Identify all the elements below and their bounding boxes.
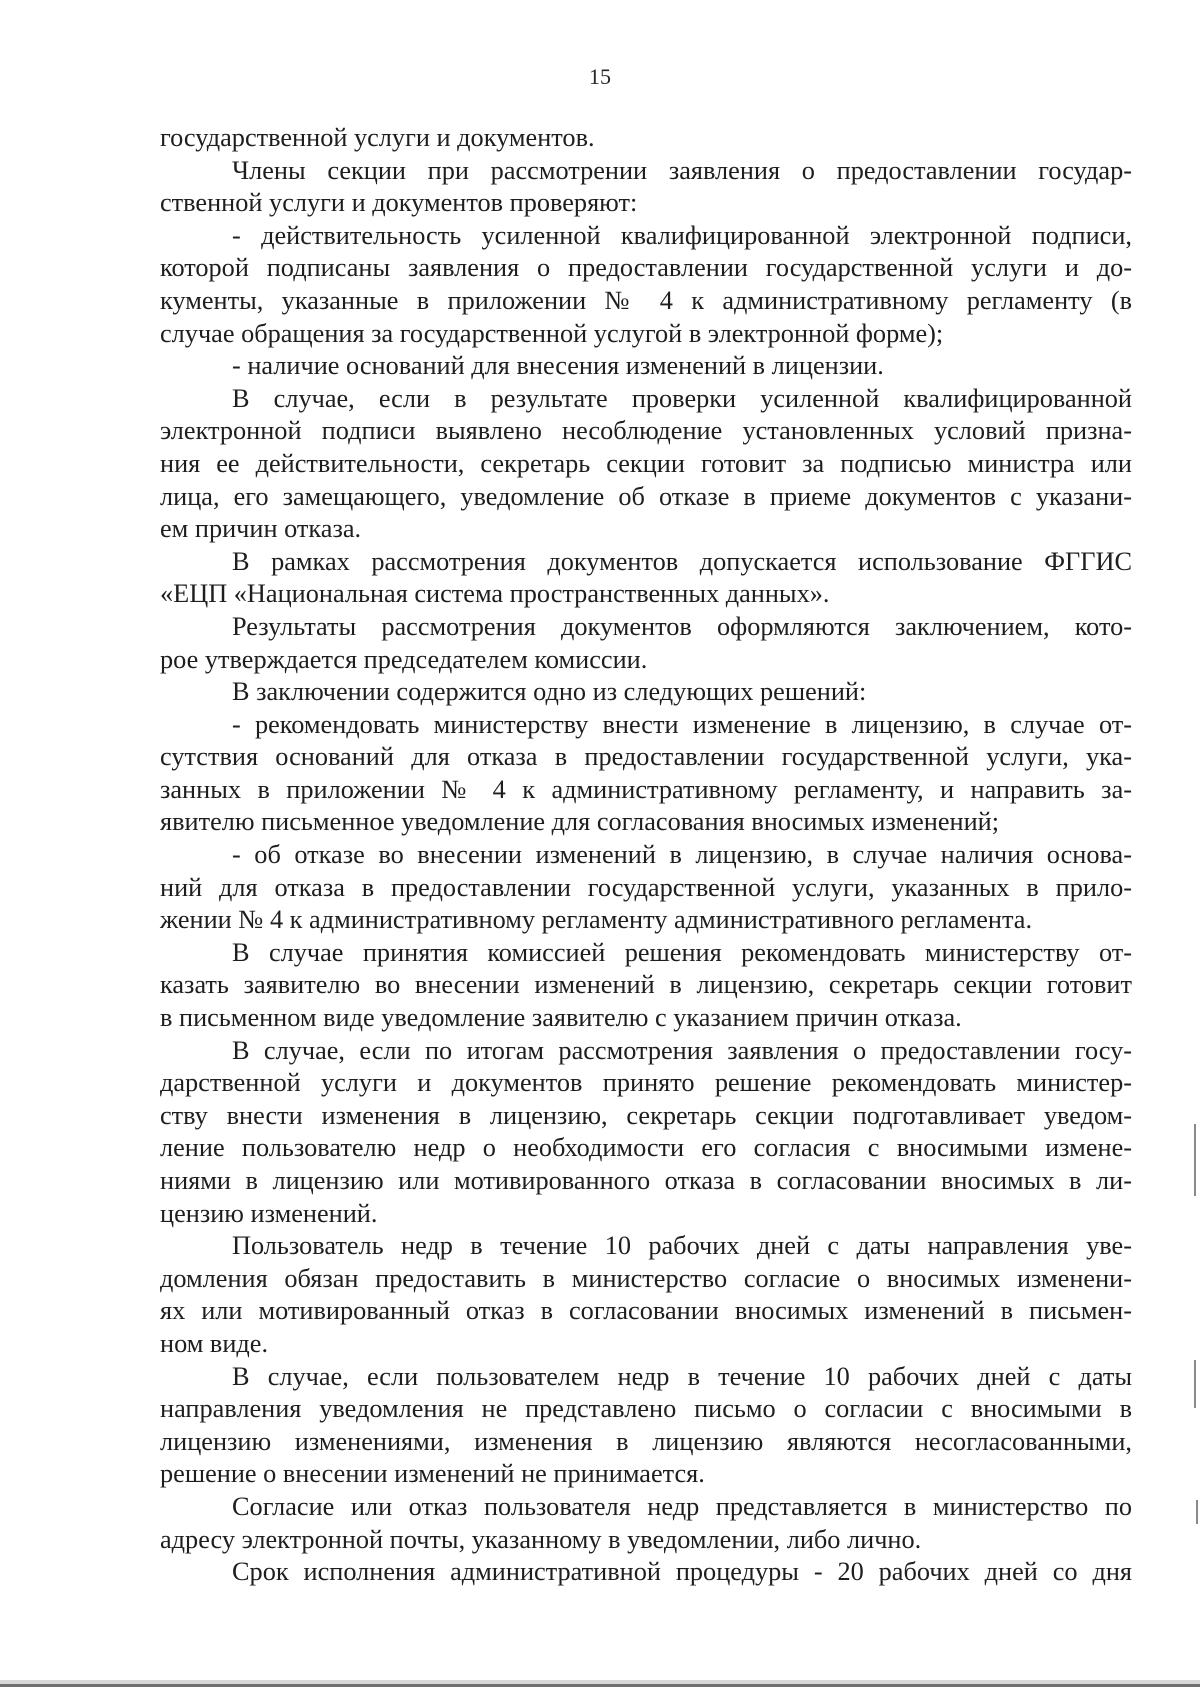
text-line: - наличие оснований для внесения изменений в лицензии. <box>232 351 884 381</box>
text-line: Срок исполнения административной процедуры - 20 рабочих дней со дня <box>232 1557 1132 1587</box>
scan-bottom-edge <box>0 1684 1200 1687</box>
text-line: В случае, если по итогам рассмотрения заявления о предоставлении госу- <box>232 1035 1132 1065</box>
scan-margin-mark <box>1194 1124 1196 1196</box>
text-line: Результаты рассмотрения документов оформляются заключением, кото- <box>232 611 1132 641</box>
text-line: ний для отказа в предоставлении государственной услуги, указанных в прило- <box>160 872 1132 902</box>
text-line: ях или мотивированный отказ в согласовании вносимых изменений в письмен- <box>160 1296 1132 1326</box>
text-line: ление пользователю недр о необходимости его согласия с вносимыми измене- <box>160 1133 1132 1163</box>
text-line: дарственной услуги и документов принято решение рекомендовать министер- <box>160 1068 1132 1098</box>
text-line: ния ее действительности, секретарь секции готовит за подписью министра или <box>160 448 1132 478</box>
text-line: В случае, если в результате проверки усиленной квалифицированной <box>232 383 1132 413</box>
text-line: которой подписаны заявления о предоставлении государственной услуги и до- <box>160 253 1132 283</box>
scan-margin-mark <box>1194 1360 1196 1408</box>
scan-margin-mark <box>1196 1500 1198 1524</box>
text-line: домления обязан предоставить в министерство согласие о вносимых изменени- <box>160 1263 1132 1293</box>
text-line: случае обращения за государственной услугой в электронной форме); <box>160 318 944 348</box>
text-line: «ЕЦП «Национальная система пространственных данных». <box>160 579 830 609</box>
text-line: рое утверждается председателем комиссии. <box>160 644 648 674</box>
text-line: казать заявителю во внесении изменений в лицензию, секретарь секции готовит <box>160 970 1132 1000</box>
document-body <box>160 122 1132 1589</box>
text-line: направления уведомления не представлено письмо о согласии с вносимыми в <box>160 1394 1132 1424</box>
text-line: В случае принятия комиссией решения рекомендовать министерству от- <box>232 937 1132 967</box>
text-line: адресу электронной почты, указанному в уведомлении, либо лично. <box>160 1524 922 1554</box>
text-line: лицензию изменениями, изменения в лицензию являются несогласованными, <box>160 1426 1132 1456</box>
text-line: В рамках рассмотрения документов допускается использование ФГГИС <box>232 546 1132 576</box>
text-line: в письменном виде уведомление заявителю с указанием причин отказа. <box>160 1003 962 1033</box>
text-line: В случае, если пользователем недр в течение 10 рабочих дней с даты <box>232 1361 1132 1391</box>
text-line: ем причин отказа. <box>160 514 362 544</box>
text-line: ственной услуги и документов проверяют: <box>160 188 638 218</box>
text-line: лица, его замещающего, уведомление об отказе в приеме документов с указани- <box>160 481 1132 511</box>
text-line: Члены секции при рассмотрении заявления о предоставлении государ- <box>232 155 1132 185</box>
page-number: 15 <box>589 64 611 89</box>
text-line: ном виде. <box>160 1328 269 1358</box>
text-line: решение о внесении изменений не принимается. <box>160 1459 705 1489</box>
text-line: сутствия оснований для отказа в предоставлении государственной услуги, ука- <box>160 742 1132 772</box>
text-line: занных в приложении № 4 к административному регламенту, и направить за- <box>160 774 1132 804</box>
text-line: электронной подписи выявлено несоблюдение установленных условий призна- <box>160 416 1132 446</box>
text-line: - рекомендовать министерству внести изменение в лицензию, в случае от- <box>232 709 1132 739</box>
text-line: В заключении содержится одно из следующих решений: <box>232 677 867 707</box>
text-line: явителю письменное уведомление для согласования вносимых изменений; <box>160 807 1000 837</box>
text-line: цензию изменений. <box>160 1198 378 1228</box>
text-line: жении № 4 к административному регламенту административного регламента. <box>160 905 1033 935</box>
text-line: ниями в лицензию или мотивированного отказа в согласовании вносимых в ли- <box>160 1166 1132 1195</box>
text-line: ству внести изменения в лицензию, секретарь секции подготавливает уведом- <box>160 1100 1132 1130</box>
text-line: - об отказе во внесении изменений в лицензию, в случае наличия основа- <box>232 840 1132 870</box>
text-line: кументы, указанные в приложении № 4 к административному регламенту (в <box>160 285 1132 315</box>
text-line: Согласие или отказ пользователя недр представляется в министерство по <box>232 1491 1132 1521</box>
text-line: государственной услуги и документов. <box>160 123 595 152</box>
text-line: Пользователь недр в течение 10 рабочих дней с даты направления уве- <box>232 1231 1132 1261</box>
text-line: - действительность усиленной квалифицированной электронной подписи, <box>232 220 1132 250</box>
